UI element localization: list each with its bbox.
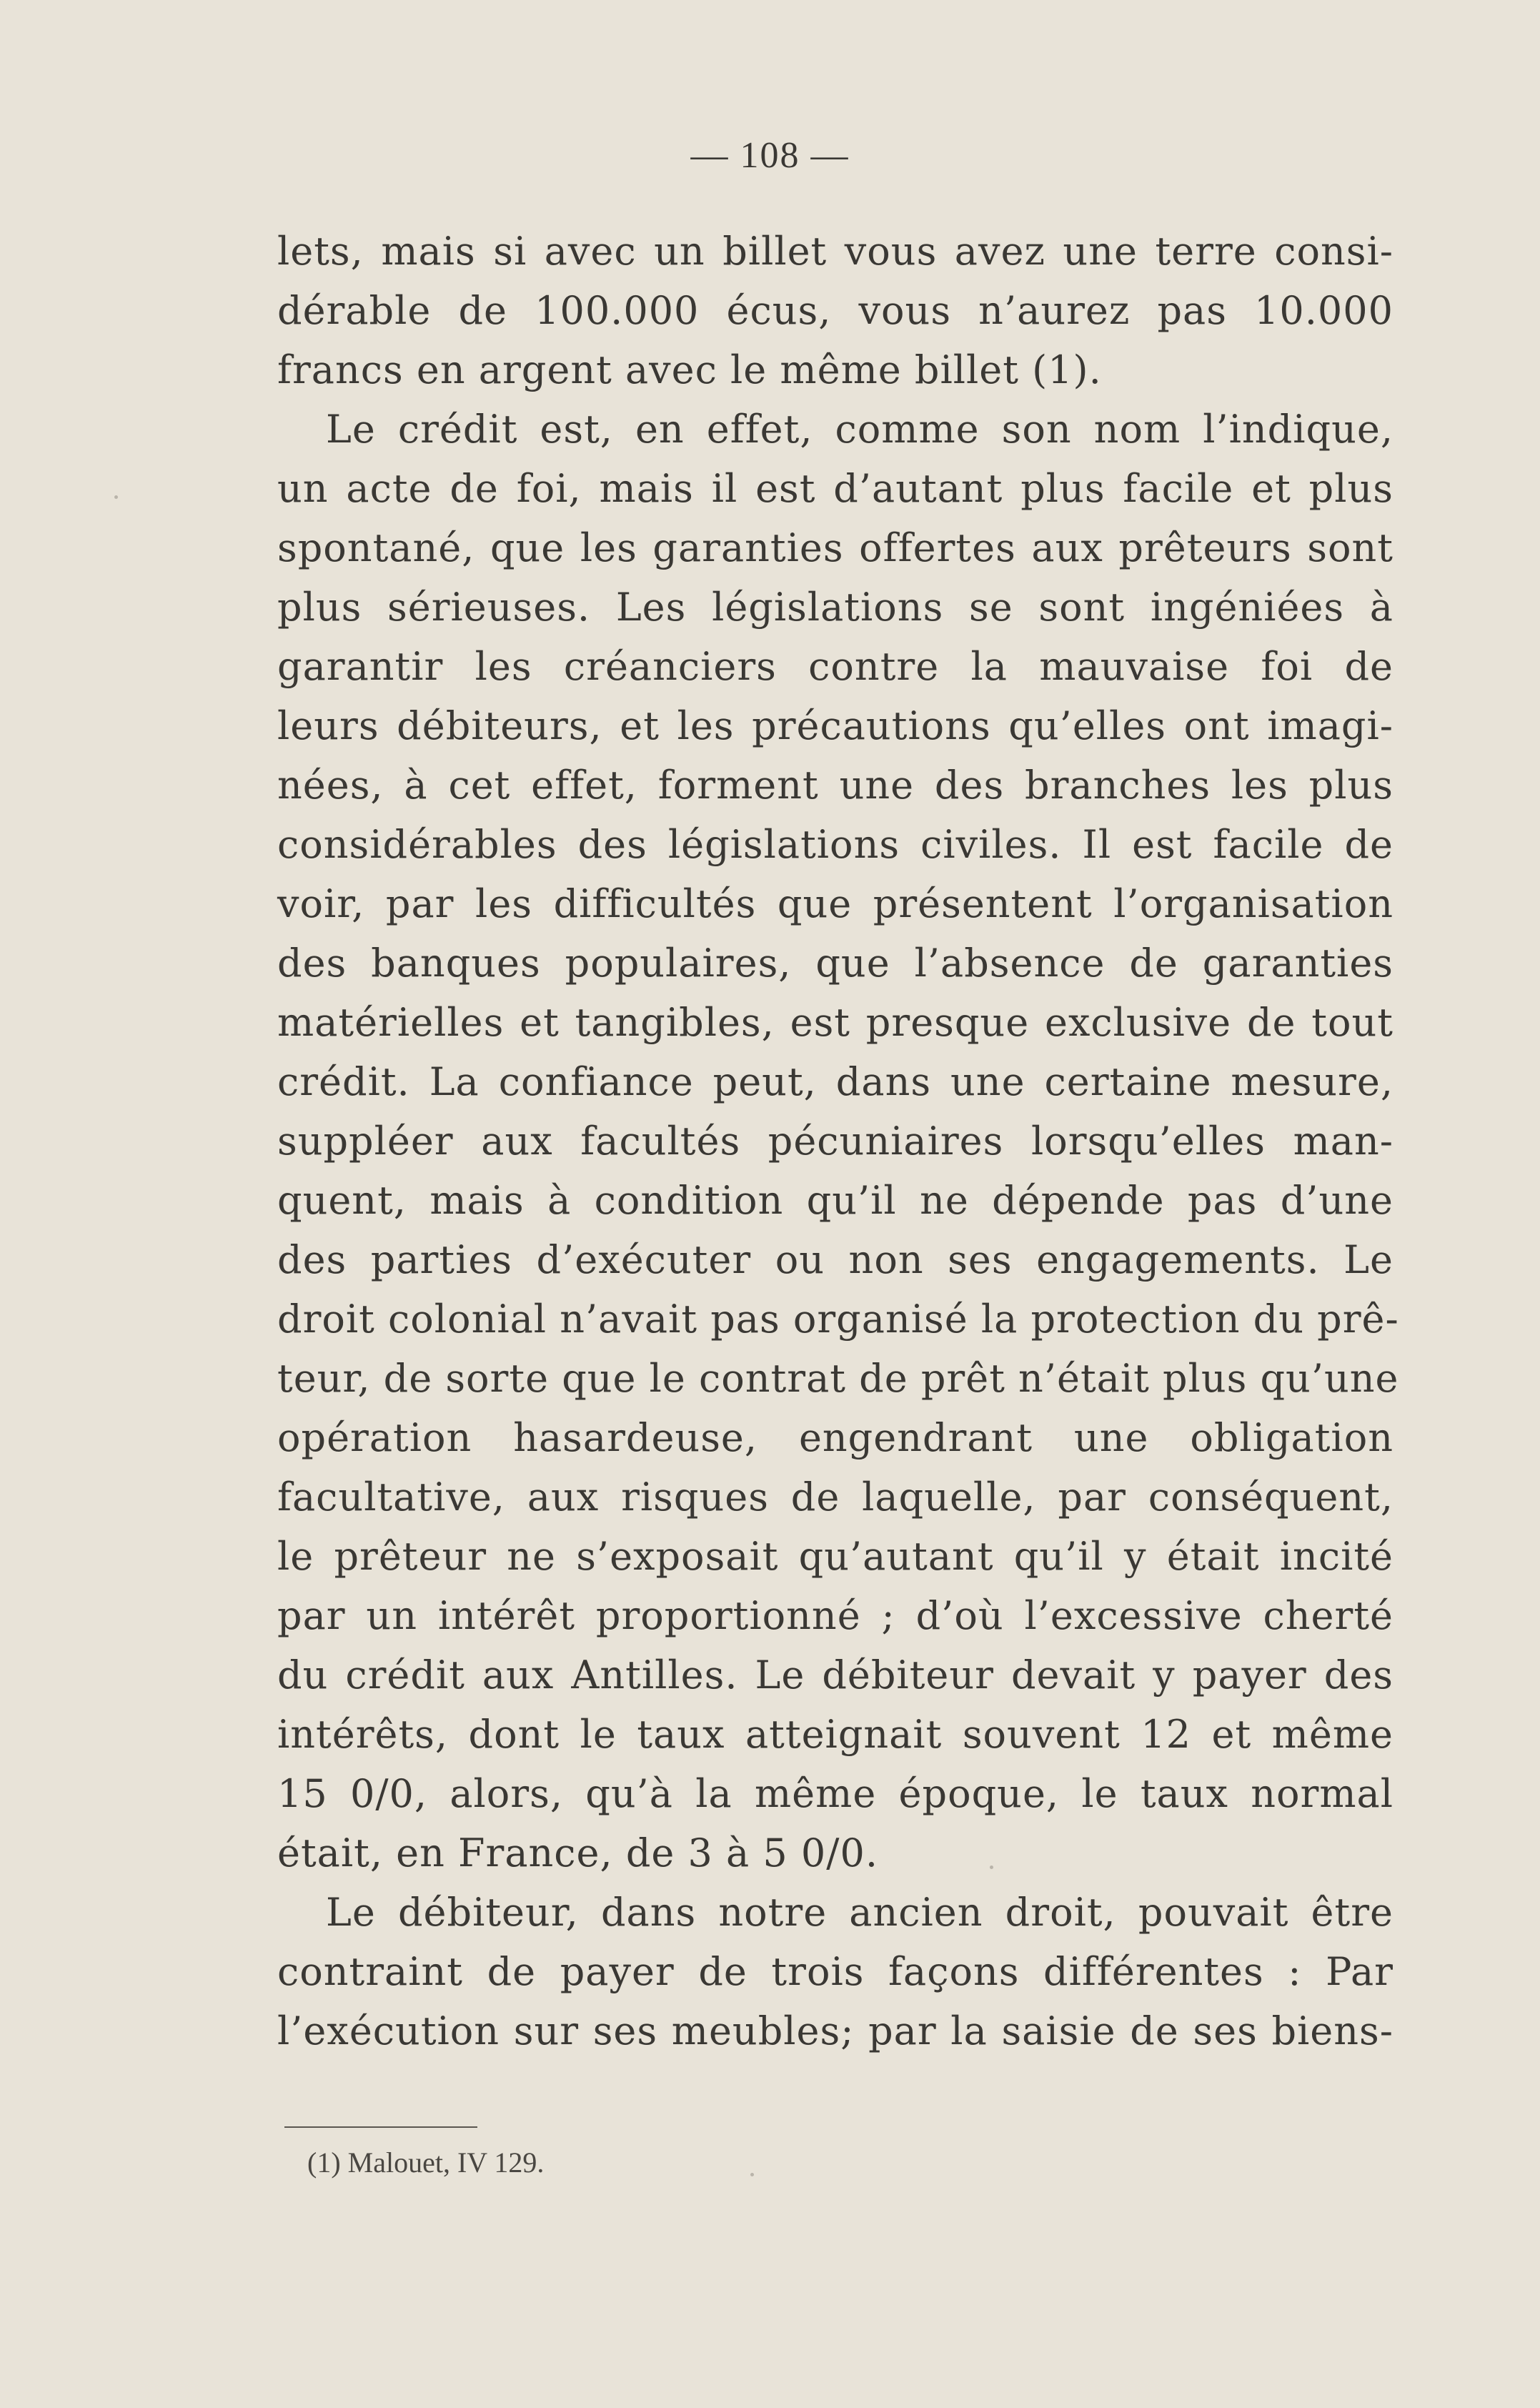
text-line: matérielles et tangibles, est presque exclusive de tout — [277, 1000, 1394, 1045]
text-line: voir, par les difficultés que présentent l’organisation — [277, 881, 1394, 926]
text-line: l’exécution sur ses meubles; par la saisie de ses biens- — [277, 2008, 1394, 2053]
text-line: par un intérêt proportionné ; d’où l’excessive cherté — [277, 1593, 1394, 1638]
text-line: francs en argent avec le même billet (1). — [277, 347, 1102, 392]
text-line: suppléer aux facultés pécuniaires lorsqu’elles man- — [277, 1119, 1394, 1164]
body-text — [277, 222, 1399, 2061]
footnote-divider — [284, 2126, 477, 2128]
text-line: était, en France, de 3 à 5 0/0. — [277, 1830, 878, 1876]
text-line: leurs débiteurs, et les précautions qu’elles ont imagi- — [277, 703, 1394, 748]
text-line: des parties d’exécuter ou non ses engagements. Le — [277, 1237, 1394, 1282]
text-line: dérable de 100.000 écus, vous n’aurez pas 10.000 — [277, 288, 1394, 333]
paper-speck — [990, 1866, 993, 1869]
text-line: droit colonial n’avait pas organisé la protection du prê- — [277, 1297, 1399, 1342]
text-line: crédit. La confiance peut, dans une certaine mesure, — [277, 1059, 1394, 1104]
text-line: le prêteur ne s’exposait qu’autant qu’il y était incité — [277, 1534, 1394, 1579]
text-line: 15 0/0, alors, qu’à la même époque, le taux normal — [277, 1771, 1394, 1816]
page-number: — 108 — — [690, 135, 850, 176]
text-line: des banques populaires, que l’absence de garanties — [277, 941, 1394, 986]
text-line: du crédit aux Antilles. Le débiteur devait y payer des — [277, 1653, 1394, 1698]
paragraph-start-line: Le crédit est, en effet, comme son nom l’indique, — [326, 407, 1394, 452]
text-line: facultative, aux risques de laquelle, par conséquent, — [277, 1475, 1394, 1520]
paragraph-start-line: Le débiteur, dans notre ancien droit, pouvait être — [326, 1890, 1394, 1935]
text-line: quent, mais à condition qu’il ne dépende pas d’une — [277, 1178, 1394, 1223]
paper-speck — [750, 2173, 754, 2176]
text-line: plus sérieuses. Les législations se sont ingéniées à — [277, 585, 1394, 630]
text-line: contraint de payer de trois façons différentes : Par — [277, 1949, 1394, 1994]
text-line: opération hasardeuse, engendrant une obligation — [277, 1415, 1394, 1460]
text-line: un acte de foi, mais il est d’autant plus facile et plus — [277, 466, 1394, 511]
text-line: spontané, que les garanties offertes aux prêteurs sont — [277, 525, 1394, 570]
text-line: intérêts, dont le taux atteignait souvent 12 et même — [277, 1712, 1394, 1757]
text-line: teur, de sorte que le contrat de prêt n’était plus qu’une — [277, 1356, 1399, 1401]
text-line: considérables des législations civiles. Il est facile de — [277, 822, 1394, 867]
text-line: lets, mais si avec un billet vous avez une terre consi- — [277, 229, 1394, 274]
footnote: (1) Malouet, IV 129. — [307, 2146, 545, 2179]
text-line: garantir les créanciers contre la mauvaise foi de — [277, 644, 1394, 689]
text-line: nées, à cet effet, forment une des branches les plus — [277, 763, 1394, 808]
paper-speck — [114, 495, 118, 499]
